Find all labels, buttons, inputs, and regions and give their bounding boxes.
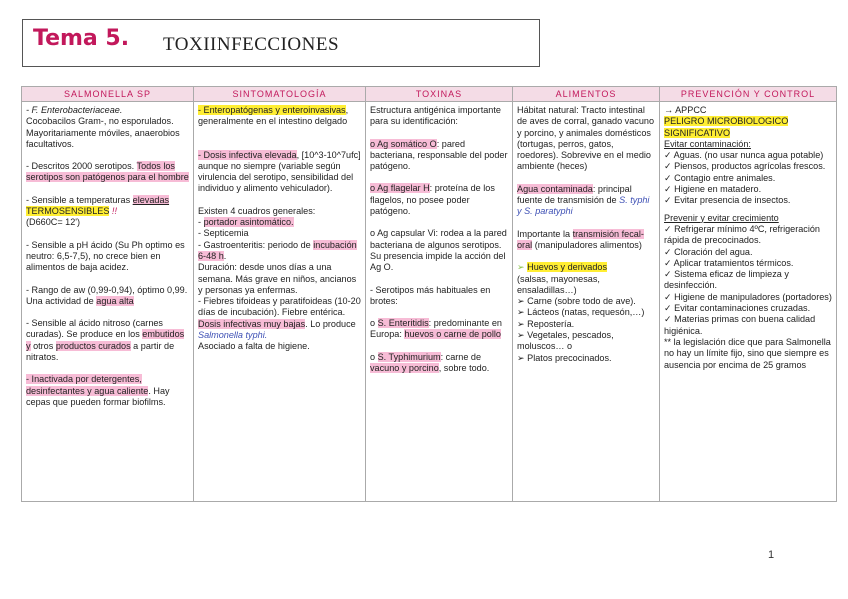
inactivation-highlight: - Inactivada por detergentes, desinfectantes y agua caliente (26, 374, 149, 396)
appcc: → APPCC (664, 105, 707, 115)
table-row (22, 102, 837, 502)
water-source-text: : principal fuente de transmisión de (517, 183, 632, 206)
termosensibles-highlight: TERMOSENSIBLES (26, 206, 110, 217)
carrier-highlight: portador asintomático. (203, 217, 294, 228)
typhimurium-end: , sobre todo. (438, 363, 490, 374)
arrow-icon: ➢ (517, 262, 528, 273)
column-header-toxinas: TOXINAS (366, 87, 513, 102)
hygiene-text: Asociado a falta de higiene. (198, 341, 310, 352)
bullet: o (370, 318, 378, 329)
insects-item: ✓ Evitar presencia de insectos. (664, 195, 791, 206)
ag-h-text: : proteína de los flagelos, no posee poder patógeno. (370, 183, 495, 217)
serotypes-highlight: Todos los serotipos son patógenos para el hombre (26, 161, 189, 183)
handler-hygiene-item: ✓ Higiene de manipuladores (portadores) (664, 291, 832, 302)
thermal-item: ✓ Aplicar tratamientos térmicos. (664, 257, 794, 268)
prevencion-cell (660, 102, 837, 502)
beef-pork-highlight: vacuno y porcino (370, 363, 439, 374)
meat-item: ➢ Carne (sobre todo de ave). (517, 296, 636, 307)
table-header-row (22, 87, 837, 102)
enteritidis-text: : predominante en Europa: (370, 318, 502, 340)
prevent-growth-heading: Prevenir y evitar crecimiento (664, 212, 779, 223)
enteritidis-highlight: S. Enteritidis (377, 318, 429, 329)
aw-highlight: agua alta (96, 295, 134, 306)
temperature-highlight: elevadas (132, 194, 170, 205)
title-box (22, 19, 540, 67)
embutidos-highlight: embutidos y (26, 329, 185, 351)
gastroenteritis-text: - Gastroenteritis: periodo de (198, 239, 314, 250)
slaughterhouse-item: ✓ Higiene en matadero. (664, 184, 762, 195)
eggs-text: (salsas, mayonesas, ensaladillas…) (517, 273, 600, 295)
produced-by-text: . Lo produce (305, 318, 356, 329)
raw-materials-item: ✓ Materias primas con buena calidad higiénica. (664, 314, 816, 336)
duration-text: Duración: desde unos días a una semana. Más grave en niños, ancianos y personas ya enfermas. (198, 262, 357, 295)
carrier-dash: - (198, 217, 204, 228)
sintomatologia-cell (194, 102, 366, 502)
incubation-highlight: incubación 6-48 h (198, 239, 357, 261)
curados-highlight: productos curados (55, 340, 131, 351)
ag-o-highlight: o Ag somático O (370, 138, 437, 149)
precooked-item: ➢ Platos precocinados. (517, 352, 612, 363)
refrigerate-item: ✓ Refrigerar mínimo 4ºC, refrigeración rápida de precocinados. (664, 223, 820, 246)
toxinas-cell (366, 102, 513, 502)
infective-dose-text: , [10^3-10^7ufc] aunque no siempre (variable según virulencia del serotipo, sensibilidad del individuo y alimento vehiculador). (198, 149, 361, 194)
alimentos-cell (513, 102, 660, 502)
egg-chicken-highlight: huevos o carne de pollo (404, 329, 501, 340)
septicemia: - Septicemia (198, 228, 249, 239)
general-pictures: Existen 4 cuadros generales: (198, 205, 316, 216)
chlorination-item: ✓ Cloración del agua. (664, 246, 753, 257)
column-header-alimentos: ALIMENTOS (513, 87, 660, 102)
salmonella-cell (22, 102, 194, 502)
typhi-species: S. typhi y S. paratyphi (517, 195, 650, 217)
temperature-text: - Sensible a temperaturas (26, 194, 133, 205)
low-dose-highlight: Dosis infectivas muy bajas (198, 318, 306, 329)
salmonella-typhi-name: Salmonella typhi. (198, 330, 268, 341)
typhimurium-highlight: S. Typhimurium (377, 351, 441, 362)
natural-habitat: Hábitat natural: Tracto intestinal de aves de corral, ganado vacuno y porcino, y animales domésticos (tortugas, perros, gatos, roedores). Sobrevive en el medio ambiente (heces) (517, 105, 655, 172)
fecal-oral-highlight: transmisión fecal-oral (517, 228, 644, 250)
eggs-highlight: Huevos y derivados (527, 262, 608, 273)
nitrous-text-3: a partir de nitratos. (26, 340, 175, 363)
serotypes-outbreaks: - Serotipos más habituales en brotes: (370, 284, 491, 306)
topic-number: Tema 5. (33, 26, 130, 51)
water-item: ✓ Aguas. (no usar nunca agua potable) (664, 150, 824, 161)
transmission-text: Importante la (517, 228, 573, 239)
salmonella-family: - F. Enterobacteriaceae. (26, 105, 123, 115)
ag-h-highlight: o Ag flagelar H (370, 183, 430, 194)
ag-o-text: : pared bacteriana, responsable del poder patógeno. (370, 138, 508, 172)
enteropathogenic-highlight: - Enteropatógenas y enteroinvasivas (198, 105, 346, 115)
feed-item: ✓ Piensos, productos agrícolas frescos. (664, 161, 826, 172)
page-title: TOXIINFECCIONES (163, 34, 340, 55)
serotypes-text: - Descritos 2000 serotipos. (26, 161, 137, 172)
salmonella-morphology: Cocobacilos Gram-, no esporulados. Mayoritariamente móviles, anaerobios facultativos. (26, 116, 180, 149)
column-header-sintomatologia: SINTOMATOLOGÍA (194, 87, 366, 102)
cross-contamination-item: ✓ Evitar contaminaciones cruzadas. (664, 303, 811, 314)
hazard-highlight: PELIGRO MICROBIOLOGICO SIGNIFICATIVO (664, 116, 789, 138)
infective-dose-highlight: - Dosis infectiva elevada (198, 149, 297, 160)
avoid-contamination-heading: Evitar contaminación: (664, 138, 751, 149)
antigenic-structure: Estructura antigénica importante para su identificación: (370, 105, 501, 127)
handlers-text: (manipuladores alimentos) (532, 239, 642, 250)
nitrous-text-2: otros (30, 340, 56, 351)
contagion-item: ✓ Contagio entre animales. (664, 172, 776, 183)
intestine-text: , generalmente en el intestino delgado (198, 105, 349, 127)
d-value: (D660C= 12') (26, 217, 81, 228)
contaminated-water-highlight: Agua contaminada (517, 183, 593, 194)
bullet: o (370, 351, 378, 362)
page-number: 1 (768, 549, 775, 561)
aw-range: - Rango de aw (0,99-0,94), óptimo 0,99. Una actividad de (26, 284, 188, 306)
summary-table (21, 86, 837, 502)
vegetables-item: ➢ Vegetales, pescados, moluscos… o (517, 330, 614, 352)
cleaning-item: ✓ Sistema eficaz de limpieza y desinfección. (664, 269, 789, 291)
exclamation-mark: !! (109, 206, 117, 217)
typhoid-text: - Fiebres tifoideas y paratifoideas (10-20 días de incubación). Fiebre entérica. (198, 296, 361, 318)
biofilm-text: . Hay cepas que pueden formar biofilms. (26, 385, 170, 407)
column-header-prevencion: PREVENCIÓN Y CONTROL (660, 87, 837, 102)
typhimurium-text: : carne de (440, 351, 482, 362)
legislation-note: ** la legislación dice que para Salmonella no hay un límite fijo, sino que siempre es ausencia por encima de 25 gramos (664, 336, 831, 370)
gastroenteritis-end: . (223, 250, 227, 261)
dairy-item: ➢ Lácteos (natas, requesón,…) (517, 307, 645, 318)
column-header-salmonella: SALMONELLA SP (22, 87, 194, 102)
ag-vi-text: o Ag capsular Vi: rodea a la pared bacteriana de algunos serotipos. Su presencia impide la acción del Ag O. (370, 228, 507, 273)
nitrous-text: - Sensible al ácido nitroso (carnes curadas). Se produce en los (26, 318, 163, 340)
pastry-item: ➢ Repostería. (517, 318, 575, 329)
ph-sensitivity: - Sensible a pH ácido (Su Ph optimo es neutro: 6,5-7,5), no crece bien en alimentos de baja acidez. (26, 239, 185, 273)
